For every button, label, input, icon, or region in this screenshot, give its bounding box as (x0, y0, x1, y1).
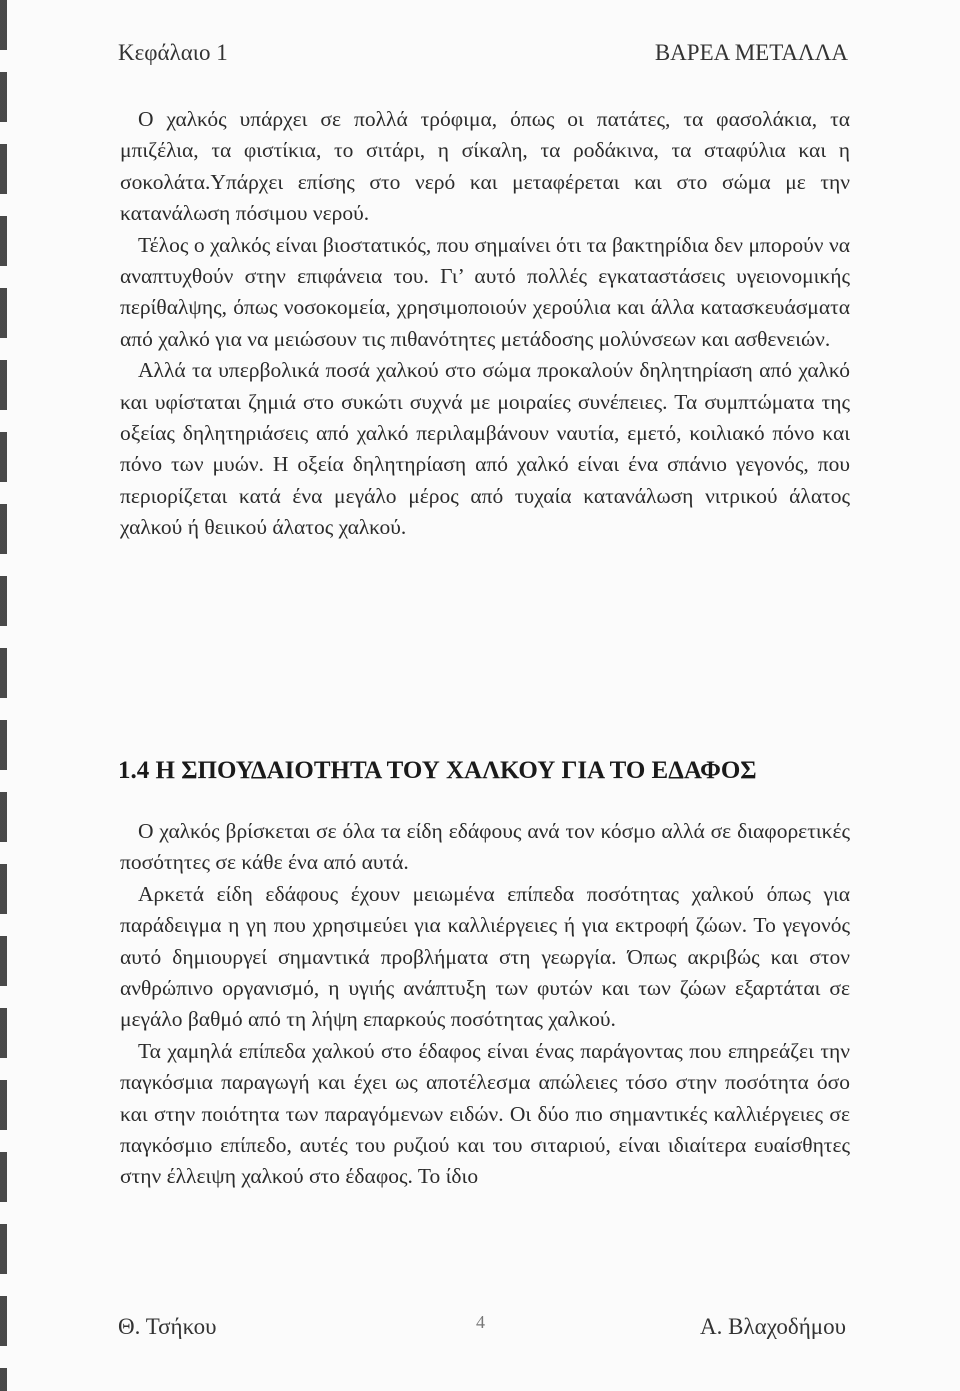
paragraph: Τέλος ο χαλκός είναι βιοστατικός, που σημαίνει ότι τα βακτηρίδια δεν μπορούν να αναπτυχθούν στην επιφάνεια του. Γι’ αυτό πολλές εγκαταστάσεις υγειονομικής περίθαλψης, όπως νοσοκομεία, χρησιμοποιούν χερούλια και άλλα κατασκευάσματα από χαλκό για να μειώσουν τις πιθανότητες μετάδοσης μολύνσεων και ασθενειών. (120, 232, 850, 351)
page-footer (118, 1314, 846, 1348)
paragraph: Ο χαλκός βρίσκεται σε όλα τα είδη εδάφους ανά τον κόσμο αλλά σε διαφορετικές ποσότητες σε κάθε ένα από αυτά. (120, 819, 850, 875)
footer-author-left: Θ. Τσήκου (118, 1314, 217, 1339)
page-number: 4 (476, 1312, 485, 1332)
section-heading: 1.4 Η ΣΠΟΥΔΑΙΟΤΗΤΑ ΤΟΥ ΧΑΛΚΟΥ ΓΙΑ ΤΟ ΕΔΑΦΟΣ (118, 757, 757, 784)
paragraph: Αρκετά είδη εδάφους έχουν μειωμένα επίπεδα ποσότητας χαλκού όπως για παράδειγμα η γη που χρησιμεύει για καλλιέργειες ή για εκτροφή ζώων. Το γεγονός αυτό δημιουργεί σημαντικά προβλήματα στη γεωργία. Όπως ακριβώς και στον ανθρώπινο οργανισμό, η υγιής ανάπτυξη των φυτών και των ζώων εξαρτάται σε μεγάλο βαθμό από τη λήψη επαρκούς ποσότητας χαλκού. (120, 881, 850, 1032)
running-header (118, 40, 848, 74)
section-text-block (120, 816, 850, 1193)
footer-author-right: Α. Βλαχοδήμου (700, 1314, 846, 1339)
paragraph: Αλλά τα υπερβολικά ποσά χαλκού στο σώμα προκαλούν δηλητηρίαση από χαλκό και υφίσταται ζημιά στο συκώτι συχνά με μοιραίες συνέπειες. Τα συμπτώματα της οξείας δηλητηριάσεις από χαλκό περιλαμβάνουν ναυτία, εμετό, κοιλιακό πόνο και πόνο των μυών. Η οξεία δηλητηρίαση από χαλκό είναι ένα σπάνιο γεγονός, που περιορίζεται κατά ένα μεγάλο μέρος από τυχαία κατανάλωση νιτρικού άλατος χαλκού ή θειικού άλατος χαλκού. (120, 358, 850, 540)
intro-text-block (120, 104, 850, 544)
paragraph: Ο χαλκός υπάρχει σε πολλά τρόφιμα, όπως οι πατάτες, τα φασολάκια, τα μπιζέλια, τα φιστίκια, το σιτάρι, η σίκαλη, τα ροδάκινα, τα σταφύλια και η σοκολάτα.Υπάρχει επίσης στο νερό και μεταφέρεται και στο σώμα με την κατανάλωση πόσιμου νερού. (120, 107, 850, 226)
book-title: ΒΑΡΕΑ ΜΕΤΑΛΛΑ (654, 40, 848, 65)
spiral-binding-edge (0, 0, 7, 1391)
paragraph: Τα χαμηλά επίπεδα χαλκού στο έδαφος είναι ένας παράγοντας που επηρεάζει την παγκόσμια παραγωγή και έχει ως αποτέλεσμα απώλειες τόσο στην ποσότητα όσο και στην ποιότητα των παραγόμενων ειδών. Οι δύο πιο σημαντικές καλλιέργειες σε παγκόσμιο επίπεδο, αυτές του ρυζιού και του σιταριού, είναι ιδιαίτερα ευαίσθητες στην έλλειψη χαλκού στο έδαφος. Το ίδιο (120, 1038, 850, 1189)
chapter-label: Κεφάλαιο 1 (118, 40, 228, 65)
